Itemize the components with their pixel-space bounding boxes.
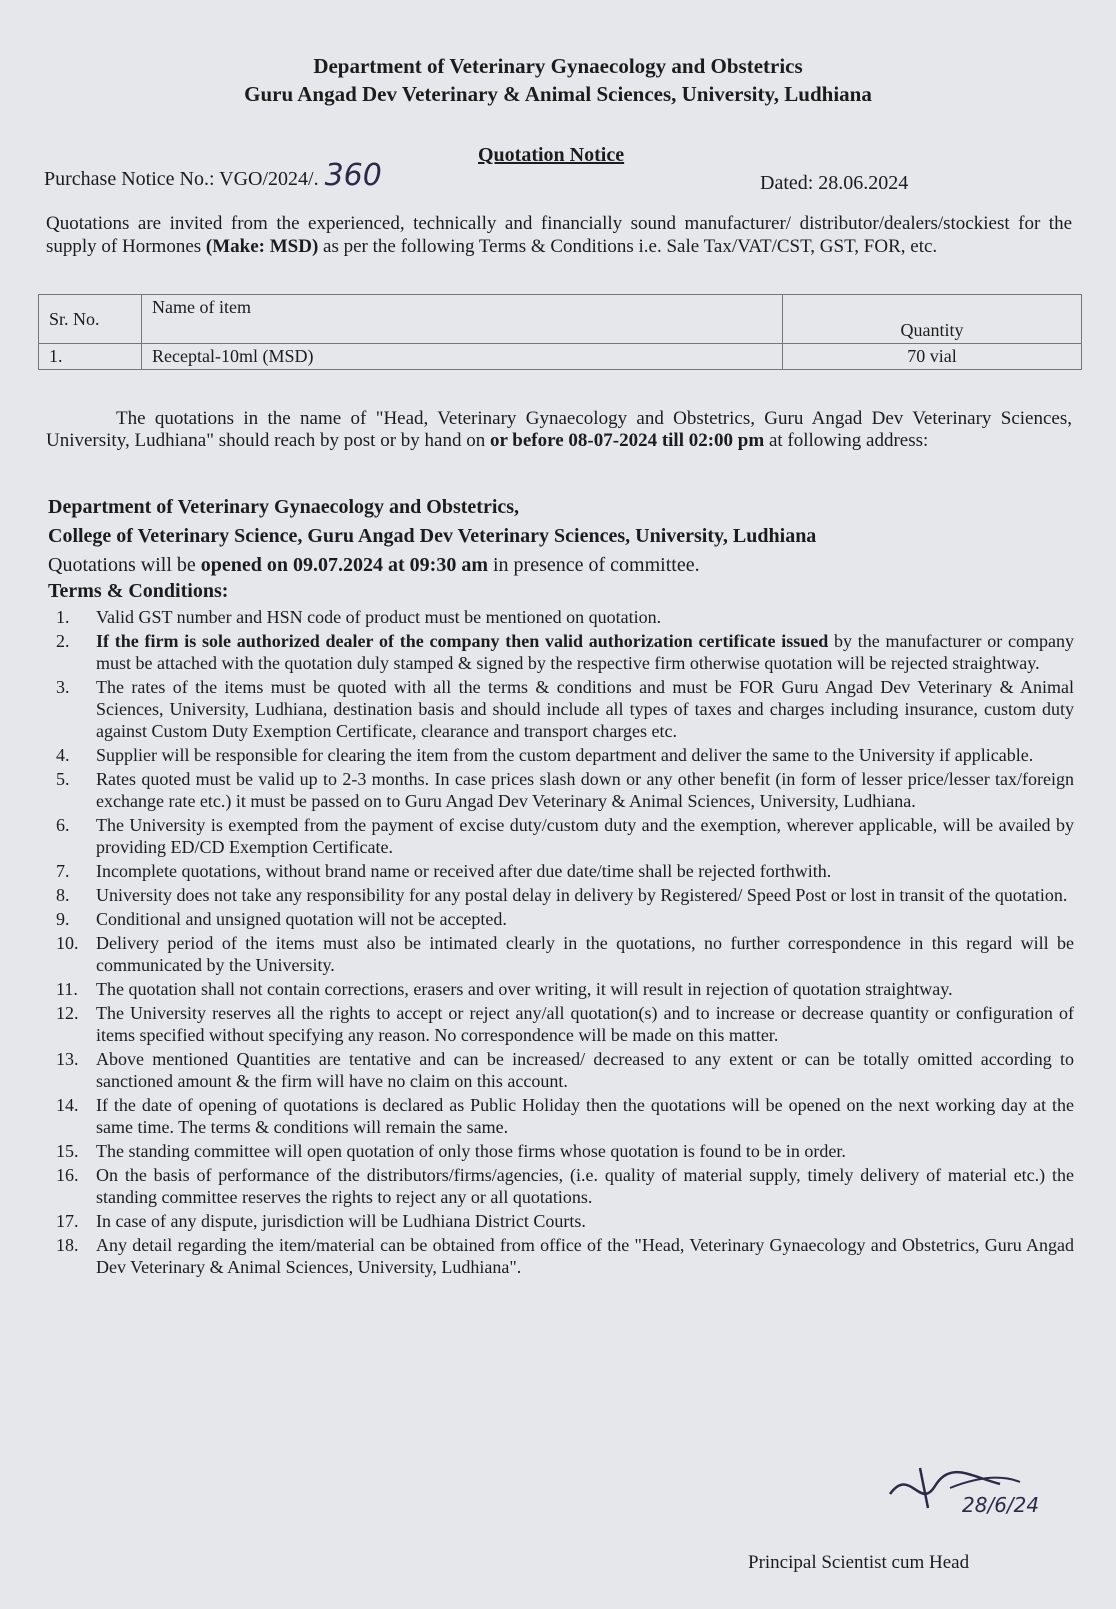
- term-text: The University is exempted from the payment of excise duty/custom duty and the exemption, wherever applicable, will be availed by providing ED/CD Exemption Certificate.: [96, 815, 1074, 857]
- list-item: [48, 884, 1074, 906]
- signatory-title: Principal Scientist cum Head: [748, 1552, 970, 1573]
- term-text: Any detail regarding the item/material can be obtained from office of the "Head, Veterinary Gynaecology and Obstetrics, Guru Angad Dev Veterinary & Animal Sciences, University, Ludhiana".: [96, 1235, 1074, 1277]
- list-item: [48, 1048, 1074, 1092]
- list-item: [48, 908, 1074, 930]
- term-number: 13.: [56, 1049, 79, 1069]
- list-item: [48, 1094, 1074, 1138]
- term-text: Valid GST number and HSN code of product must be mentioned on quotation.: [96, 607, 662, 627]
- table-row: [39, 344, 1082, 370]
- term-text: The rates of the items must be quoted with all the terms & conditions and must be FOR Guru Angad Dev Veterinary & Animal Sciences, University, Ludhiana, destination basis and should include all types of taxes and charges including insurance, custom duty against Custom Duty Exemption Certificate, clearance and transport charges etc.: [96, 677, 1074, 741]
- submission-deadline: or before 08-07-2024 till 02:00 pm: [489, 430, 765, 451]
- signature-date: 28/6/24: [962, 1493, 1040, 1516]
- term-number: 14.: [56, 1095, 79, 1115]
- header-sr-no: Sr. No.: [39, 295, 142, 344]
- opening-after: in presence of committee.: [488, 554, 700, 576]
- terms-list: [48, 606, 1074, 1280]
- list-item: [48, 676, 1074, 742]
- signature-scribble: [880, 1456, 1050, 1516]
- intro-make: (Make: MSD): [205, 236, 319, 257]
- table-header-row: [39, 295, 1082, 344]
- term-number: 10.: [56, 933, 79, 953]
- items-table: [38, 294, 1082, 370]
- term-text: University does not take any responsibility for any postal delay in delivery by Registered/ Speed Post or lost in transit of the quotation.: [96, 885, 1068, 905]
- term-text: The standing committee will open quotation of only those firms whose quotation is found to be in order.: [96, 1141, 846, 1161]
- term-bold-text: If the firm is sole authorized dealer of the company then valid authorization certificate issued: [96, 631, 829, 651]
- term-text: Above mentioned Quantities are tentative and can be increased/ decreased to any extent or can be totally omitted according to sanctioned amount & the firm will have no claim on this account.: [96, 1049, 1074, 1091]
- term-number: 18.: [56, 1235, 79, 1255]
- term-text: If the date of opening of quotations is declared as Public Holiday then the quotations will be opened on the next working day at the same time. The terms & conditions will remain the same.: [96, 1095, 1074, 1137]
- intro-paragraph: [46, 212, 1072, 258]
- term-number: 4.: [56, 745, 70, 765]
- list-item: [48, 606, 1074, 628]
- term-number: 16.: [56, 1165, 79, 1185]
- term-number: 3.: [56, 677, 70, 697]
- term-text: The quotation shall not contain corrections, erasers and over writing, it will result in rejection of quotation straightway.: [96, 979, 953, 999]
- notice-title: Quotation Notice: [478, 144, 625, 166]
- list-item: [48, 630, 1074, 674]
- address-line-1: Department of Veterinary Gynaecology and Obstetrics,: [48, 496, 520, 518]
- term-number: 2.: [56, 631, 70, 651]
- term-text: Incomplete quotations, without brand name or received after due date/time shall be rejected forthwith.: [96, 861, 832, 881]
- header-quantity: Quantity: [783, 295, 1082, 344]
- cell-item-name: Receptal-10ml (MSD): [142, 344, 783, 370]
- term-text: Supplier will be responsible for clearing the item from the custom department and deliver the same to the University if applicable.: [96, 745, 1034, 765]
- term-number: 5.: [56, 769, 70, 789]
- term-text: The University reserves all the rights to accept or reject any/all quotation(s) and to increase or decrease quantity or configuration of items specified without specifying any reason. No correspondence will be made on this matter.: [96, 1003, 1074, 1045]
- submission-text-after: at following address:: [764, 430, 929, 451]
- term-number: 8.: [56, 885, 70, 905]
- term-number: 12.: [56, 1003, 79, 1023]
- term-text: by the manufacturer or company must be attached with the quotation duly stamped & signed by the respective firm otherwise quotation will be rejected straightway.: [96, 631, 1075, 673]
- list-item: [48, 1164, 1074, 1208]
- university-heading: Guru Angad Dev Veterinary & Animal Sciences, University, Ludhiana: [244, 82, 872, 106]
- list-item: [48, 932, 1074, 976]
- term-text: Rates quoted must be valid up to 2-3 months. In case prices slash down or any other benefit (in form of lesser price/lesser tax/foreign exchange rate etc.) it must be passed on to Guru Angad Dev Veterinary & Animal Sciences, University, Ludhiana.: [96, 769, 1074, 811]
- term-number: 7.: [56, 861, 70, 881]
- term-number: 6.: [56, 815, 70, 835]
- term-number: 17.: [56, 1211, 79, 1231]
- list-item: [48, 744, 1074, 766]
- purchase-notice-number: [44, 158, 382, 193]
- term-number: 15.: [56, 1141, 79, 1161]
- cell-sr-no: 1.: [39, 344, 142, 370]
- opening-statement: [48, 554, 700, 577]
- list-item: [48, 978, 1074, 1000]
- list-item: [48, 1234, 1074, 1278]
- intro-text-after: as per the following Terms & Conditions i.e. Sale Tax/VAT/CST, GST, FOR, etc.: [318, 236, 938, 257]
- list-item: [48, 768, 1074, 812]
- handwritten-notice-number: 360: [324, 158, 382, 193]
- list-item: [48, 860, 1074, 882]
- submission-text-before: The quotations in the name of "Head, Veterinary Gynaecology and Obstetrics, Guru Angad Dev Veterinary Sciences, University, Ludhiana" should reach by post or by hand on: [46, 408, 1072, 451]
- list-item: [48, 814, 1074, 858]
- header-item-name: Name of item: [142, 295, 783, 344]
- submission-paragraph: [46, 408, 1072, 452]
- term-text: Delivery period of the items must also be intimated clearly in the quotations, no further correspondence in this regard will be communicated by the University.: [96, 933, 1074, 975]
- list-item: [48, 1140, 1074, 1162]
- term-number: 11.: [56, 979, 78, 999]
- term-text: On the basis of performance of the distributors/firms/agencies, (i.e. quality of material supply, timely delivery of material etc.) the standing committee reserves the rights to reject any or all quotations.: [96, 1165, 1074, 1207]
- purchase-notice-label: Purchase Notice No.: VGO/2024/.: [44, 168, 319, 190]
- term-number: 1.: [56, 607, 70, 627]
- terms-title: Terms & Conditions:: [48, 580, 229, 602]
- term-text: In case of any dispute, jurisdiction will be Ludhiana District Courts.: [96, 1211, 586, 1231]
- list-item: [48, 1210, 1074, 1232]
- opening-datetime: opened on 09.07.2024 at 09:30 am: [200, 554, 488, 576]
- opening-before: Quotations will be: [48, 554, 201, 576]
- intro-text-before: Quotations are invited from the experienced, technically and financially sound manufacturer/ distributor/dealers/stockiest for the supply of Hormones: [46, 213, 1072, 257]
- notice-date: Dated: 28.06.2024: [760, 172, 909, 194]
- list-item: [48, 1002, 1074, 1046]
- cell-quantity: 70 vial: [783, 344, 1082, 370]
- term-text: Conditional and unsigned quotation will not be accepted.: [96, 909, 507, 929]
- term-number: 9.: [56, 909, 70, 929]
- department-heading: Department of Veterinary Gynaecology and Obstetrics: [313, 54, 803, 78]
- address-line-2: College of Veterinary Science, Guru Angad Dev Veterinary Sciences, University, Ludhiana: [48, 525, 817, 547]
